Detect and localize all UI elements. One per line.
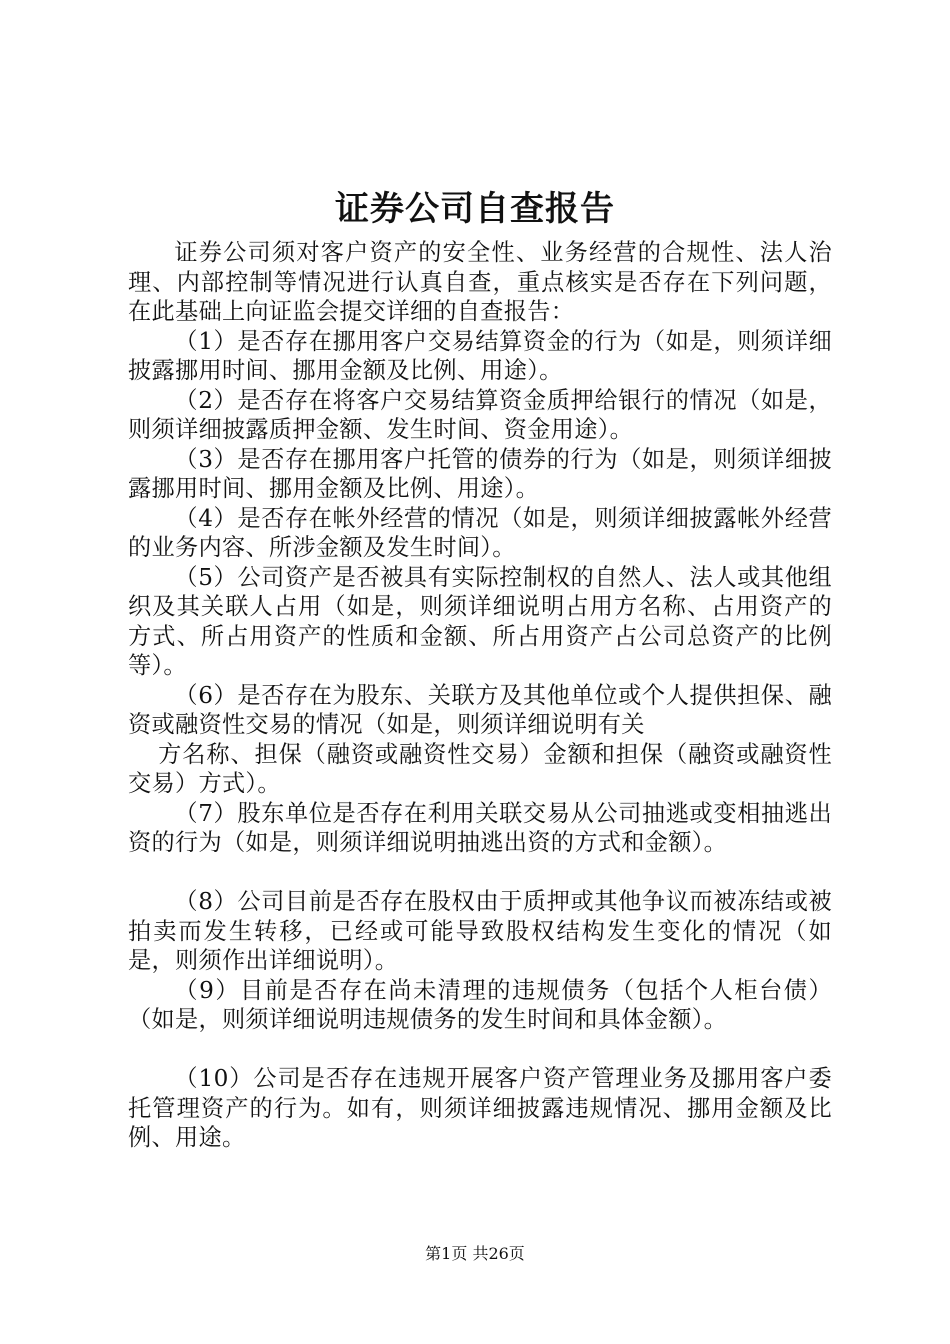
intro-paragraph: 证券公司须对客户资产的安全性、业务经营的合规性、法人治理、内部控制等情况进行认真自查，重点核实是否存在下列问题，在此基础上向证监会提交详细的自查报告： bbox=[128, 239, 832, 325]
item-paragraph-10: （10）公司是否存在违规开展客户资产管理业务及挪用客户委托管理资产的行为。如有，则须详细披露违规情况、挪用金额及比例、用途。 bbox=[128, 1065, 832, 1151]
blank-line bbox=[128, 1035, 832, 1065]
blank-line bbox=[128, 858, 832, 888]
item-paragraph-4: （4）是否存在帐外经营的情况（如是，则须详细披露帐外经营的业务内容、所涉金额及发生时间）。 bbox=[128, 504, 832, 561]
item-paragraph-6-continued: 方名称、担保（融资或融资性交易）金额和担保（融资或融资性交易）方式）。 bbox=[128, 740, 832, 797]
item-paragraph-8: （8）公司目前是否存在股权由于质押或其他争议而被冻结或被拍卖而发生转移，已经或可能导致股权结构发生变化的情况（如是，则须作出详细说明）。 bbox=[128, 888, 832, 974]
page-number-footer: 第1页 共26页 bbox=[425, 1244, 525, 1263]
item-paragraph-1: （1）是否存在挪用客户交易结算资金的行为（如是，则须详细披露挪用时间、挪用金额及比例、用途）。 bbox=[128, 327, 832, 384]
document-body bbox=[128, 238, 832, 1153]
item-paragraph-5: （5）公司资产是否被具有实际控制权的自然人、法人或其他组织及其关联人占用（如是，则须详细说明占用方名称、占用资产的方式、所占用资产的性质和金额、所占用资产占公司总资产的比例等）。 bbox=[128, 563, 832, 679]
item-paragraph-3: （3）是否存在挪用客户托管的债券的行为（如是，则须详细披露挪用时间、挪用金额及比例、用途）。 bbox=[128, 445, 832, 502]
item-paragraph-7: （7）股东单位是否存在利用关联交易从公司抽逃或变相抽逃出资的行为（如是，则须详细说明抽逃出资的方式和金额）。 bbox=[128, 799, 832, 856]
document-title: 证券公司自查报告 bbox=[335, 189, 615, 229]
item-paragraph-9: （9）目前是否存在尚未清理的违规债务（包括个人柜台债）（如是，则须详细说明违规债务的发生时间和具体金额）。 bbox=[128, 976, 832, 1033]
item-paragraph-6: （6）是否存在为股东、关联方及其他单位或个人提供担保、融资或融资性交易的情况（如是，则须详细说明有关 bbox=[128, 681, 832, 738]
item-paragraph-2: （2）是否存在将客户交易结算资金质押给银行的情况（如是，则须详细披露质押金额、发生时间、资金用途）。 bbox=[128, 386, 832, 443]
